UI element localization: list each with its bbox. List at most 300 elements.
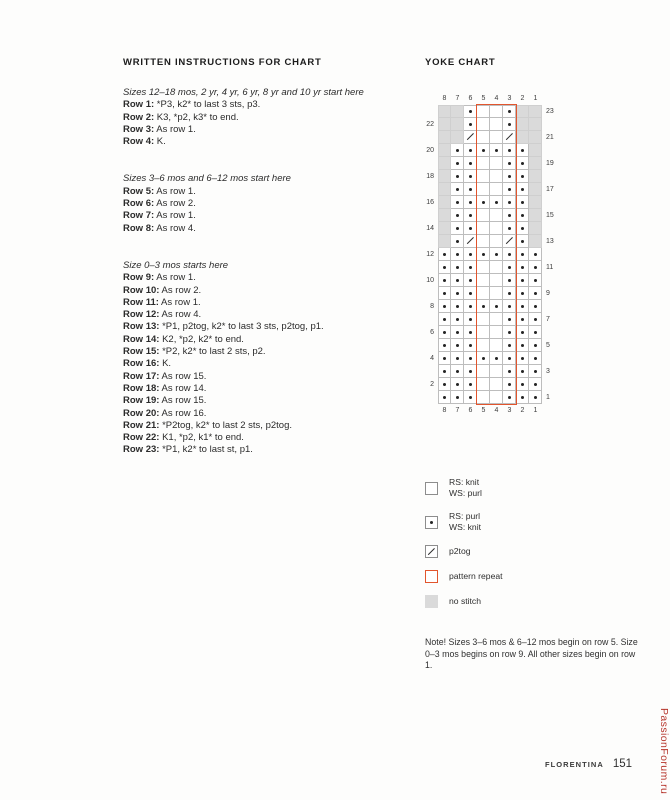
purl-cell bbox=[438, 287, 451, 300]
knit-cell bbox=[490, 365, 503, 378]
chart-row-number: 19 bbox=[546, 160, 554, 167]
knit-cell bbox=[490, 131, 503, 144]
row-label: Row 14: bbox=[123, 333, 160, 345]
purl-cell bbox=[503, 300, 516, 313]
chart-row-number: 18 bbox=[426, 173, 434, 180]
p2tog-cell bbox=[464, 131, 477, 144]
purl-cell bbox=[464, 326, 477, 339]
chart-note: Note! Sizes 3–6 mos & 6–12 mos begin on row 5. Size 0–3 mos begins on row 9. All other sizes begin on row 1. bbox=[425, 637, 638, 670]
instruction-row: Row 23: *P1, k2* to last st, p1. bbox=[123, 444, 253, 456]
purl-cell bbox=[464, 391, 477, 404]
purl-cell bbox=[516, 365, 529, 378]
purl-cell bbox=[438, 391, 451, 404]
row-label: Row 1: bbox=[123, 99, 155, 111]
knit-cell bbox=[490, 378, 503, 391]
page-number: 151 bbox=[612, 758, 632, 770]
purl-cell bbox=[438, 261, 451, 274]
knit-cell bbox=[477, 261, 490, 274]
knit-symbol-icon bbox=[425, 482, 438, 495]
knit-cell bbox=[477, 105, 490, 118]
no-stitch-cell bbox=[438, 105, 451, 118]
chart-column-label: 2 bbox=[520, 95, 525, 102]
size-section-heading: Sizes 3–6 mos and 6–12 mos start here bbox=[123, 173, 291, 185]
legend-label: RS: knit WS: purl bbox=[449, 477, 482, 498]
purl-cell bbox=[516, 300, 529, 313]
legend-item bbox=[425, 477, 663, 499]
purl-cell bbox=[477, 352, 490, 365]
instruction-row: Row 20: As row 16. bbox=[123, 407, 207, 419]
purl-cell bbox=[490, 352, 503, 365]
purl-cell bbox=[464, 105, 477, 118]
purl-cell bbox=[516, 183, 529, 196]
purl-cell bbox=[516, 157, 529, 170]
legend-item bbox=[425, 570, 663, 583]
yoke-chart bbox=[422, 92, 558, 417]
knit-cell bbox=[477, 131, 490, 144]
knit-cell bbox=[477, 118, 490, 131]
chart-row-number: 22 bbox=[426, 121, 434, 128]
purl-cell bbox=[490, 144, 503, 157]
knit-cell bbox=[477, 274, 490, 287]
chart-column-label: 5 bbox=[481, 95, 486, 102]
legend-label: pattern repeat bbox=[449, 571, 503, 581]
no-stitch-cell bbox=[529, 235, 542, 248]
row-label: Row 12: bbox=[123, 309, 160, 321]
purl-cell bbox=[451, 365, 464, 378]
knit-cell bbox=[477, 235, 490, 248]
chart-column-label: 4 bbox=[494, 407, 499, 414]
purl-cell bbox=[477, 300, 490, 313]
purl-cell bbox=[464, 118, 477, 131]
row-label: Row 11: bbox=[123, 296, 159, 308]
knit-cell bbox=[490, 274, 503, 287]
chart-row-number: 10 bbox=[426, 277, 434, 284]
chart-row-number: 4 bbox=[430, 355, 434, 362]
purl-cell bbox=[529, 326, 542, 339]
purl-cell bbox=[516, 261, 529, 274]
instruction-row: Row 14: K2, *p2, k2* to end. bbox=[123, 333, 244, 345]
chart-grid bbox=[422, 92, 558, 417]
chart-row-number bbox=[422, 287, 438, 300]
knit-cell bbox=[490, 105, 503, 118]
row-label: Row 20: bbox=[123, 407, 160, 419]
knit-cell bbox=[490, 339, 503, 352]
knit-cell bbox=[490, 326, 503, 339]
purl-cell bbox=[529, 365, 542, 378]
chart-column-label: 1 bbox=[533, 407, 538, 414]
purl-cell bbox=[464, 157, 477, 170]
instruction-row: Row 4: K. bbox=[123, 136, 166, 148]
purl-cell bbox=[451, 391, 464, 404]
purl-cell bbox=[451, 183, 464, 196]
purl-cell bbox=[451, 170, 464, 183]
purl-cell bbox=[503, 326, 516, 339]
chart-column-label: 6 bbox=[468, 407, 473, 414]
purl-cell bbox=[464, 313, 477, 326]
chart-column-label: 8 bbox=[442, 95, 447, 102]
chart-heading: YOKE CHART bbox=[425, 57, 496, 68]
chart-row-number bbox=[422, 209, 438, 222]
row-label: Row 6: bbox=[123, 198, 155, 210]
chart-row-number: 9 bbox=[546, 290, 550, 297]
watermark: PassionForum.ru bbox=[658, 707, 670, 794]
purl-cell bbox=[464, 170, 477, 183]
row-label: Row 10: bbox=[123, 284, 160, 296]
row-label: Row 8: bbox=[123, 222, 155, 234]
purl-cell bbox=[503, 248, 516, 261]
chart-row-number bbox=[422, 339, 438, 352]
purl-cell bbox=[464, 300, 477, 313]
no-stitch-symbol-icon bbox=[425, 595, 438, 608]
knit-cell bbox=[490, 157, 503, 170]
purl-cell bbox=[464, 222, 477, 235]
knit-cell bbox=[477, 209, 490, 222]
chart-row-number bbox=[422, 157, 438, 170]
purl-cell bbox=[438, 274, 451, 287]
purl-cell bbox=[529, 352, 542, 365]
no-stitch-cell bbox=[529, 131, 542, 144]
purl-cell bbox=[503, 183, 516, 196]
chart-row-number: 12 bbox=[426, 251, 434, 258]
purl-cell bbox=[438, 300, 451, 313]
purl-cell bbox=[503, 274, 516, 287]
purl-cell bbox=[451, 313, 464, 326]
no-stitch-cell bbox=[529, 196, 542, 209]
instruction-row: Row 19: As row 15. bbox=[123, 395, 207, 407]
knit-cell bbox=[490, 170, 503, 183]
no-stitch-cell bbox=[516, 118, 529, 131]
purl-cell bbox=[490, 248, 503, 261]
purl-cell bbox=[464, 352, 477, 365]
row-label: Row 22: bbox=[123, 432, 160, 444]
chart-row-number: 15 bbox=[546, 212, 554, 219]
purl-cell bbox=[503, 144, 516, 157]
row-label: Row 19: bbox=[123, 395, 160, 407]
knit-cell bbox=[490, 391, 503, 404]
purl-cell bbox=[503, 157, 516, 170]
purl-cell bbox=[451, 287, 464, 300]
knit-cell bbox=[477, 326, 490, 339]
knit-cell bbox=[477, 287, 490, 300]
no-stitch-cell bbox=[529, 144, 542, 157]
purl-cell bbox=[503, 105, 516, 118]
instruction-row: Row 16: K. bbox=[123, 358, 172, 370]
purl-cell bbox=[503, 118, 516, 131]
no-stitch-cell bbox=[438, 118, 451, 131]
row-label: Row 15: bbox=[123, 346, 160, 358]
instruction-row: Row 12: As row 4. bbox=[123, 309, 202, 321]
chart-row-number bbox=[422, 365, 438, 378]
chart-row-number: 5 bbox=[546, 342, 550, 349]
legend-item bbox=[425, 545, 663, 558]
purl-cell bbox=[529, 248, 542, 261]
purl-cell bbox=[516, 144, 529, 157]
instruction-row: Row 15: *P2, k2* to last 2 sts, p2. bbox=[123, 346, 266, 358]
repeat-symbol-icon bbox=[425, 570, 438, 583]
knit-cell bbox=[477, 365, 490, 378]
chart-row-number: 13 bbox=[546, 238, 554, 245]
purl-cell bbox=[516, 313, 529, 326]
purl-cell bbox=[529, 287, 542, 300]
purl-cell bbox=[529, 313, 542, 326]
no-stitch-cell bbox=[516, 105, 529, 118]
page-footer bbox=[545, 758, 632, 770]
instruction-row: Row 1: *P3, k2* to last 3 sts, p3. bbox=[123, 99, 261, 111]
chart-column-label: 3 bbox=[507, 95, 512, 102]
purl-cell bbox=[477, 144, 490, 157]
legend-label: p2tog bbox=[449, 546, 471, 556]
knit-cell bbox=[477, 222, 490, 235]
purl-cell bbox=[464, 209, 477, 222]
chart-column-label: 5 bbox=[481, 407, 486, 414]
knit-cell bbox=[477, 170, 490, 183]
purl-cell bbox=[503, 170, 516, 183]
instruction-row: Row 3: As row 1. bbox=[123, 123, 196, 135]
size-section-heading: Sizes 12–18 mos, 2 yr, 4 yr, 6 yr, 8 yr and 10 yr start here bbox=[123, 87, 364, 98]
p2tog-cell bbox=[503, 131, 516, 144]
chart-row-number: 11 bbox=[546, 264, 554, 271]
chart-column-label: 3 bbox=[507, 407, 512, 414]
chart-row-number bbox=[542, 196, 558, 209]
chart-column-label: 7 bbox=[455, 407, 460, 414]
knit-cell bbox=[477, 339, 490, 352]
instruction-blocks bbox=[123, 87, 385, 457]
instruction-row: Row 9: As row 1. bbox=[123, 272, 196, 284]
purl-cell bbox=[464, 144, 477, 157]
purl-cell bbox=[503, 391, 516, 404]
chart-column-label: 1 bbox=[533, 95, 538, 102]
knit-cell bbox=[490, 235, 503, 248]
no-stitch-cell bbox=[451, 118, 464, 131]
no-stitch-cell bbox=[529, 170, 542, 183]
row-label: Row 9: bbox=[123, 272, 155, 284]
purl-cell bbox=[516, 391, 529, 404]
purl-cell bbox=[451, 300, 464, 313]
no-stitch-cell bbox=[516, 131, 529, 144]
no-stitch-cell bbox=[529, 209, 542, 222]
chart-row-number bbox=[422, 391, 438, 404]
chart-row-number: 3 bbox=[546, 368, 550, 375]
purl-cell bbox=[451, 248, 464, 261]
purl-cell bbox=[529, 339, 542, 352]
chart-row-number bbox=[422, 261, 438, 274]
instruction-row: Row 6: As row 2. bbox=[123, 198, 196, 210]
row-label: Row 3: bbox=[123, 123, 155, 135]
purl-cell bbox=[451, 261, 464, 274]
row-label: Row 5: bbox=[123, 185, 155, 197]
purl-cell bbox=[451, 209, 464, 222]
instruction-row: Row 2: K3, *p2, k3* to end. bbox=[123, 111, 239, 123]
no-stitch-cell bbox=[438, 131, 451, 144]
chart-corner bbox=[422, 404, 438, 417]
purl-symbol-icon bbox=[425, 516, 438, 529]
purl-cell bbox=[516, 209, 529, 222]
purl-cell bbox=[438, 352, 451, 365]
knit-cell bbox=[490, 118, 503, 131]
purl-cell bbox=[529, 391, 542, 404]
purl-cell bbox=[503, 352, 516, 365]
instruction-row: Row 5: As row 1. bbox=[123, 185, 196, 197]
size-section-heading: Size 0–3 mos starts here bbox=[123, 259, 229, 271]
knit-cell bbox=[477, 183, 490, 196]
p2tog-cell bbox=[503, 235, 516, 248]
chart-column-label: 6 bbox=[468, 95, 473, 102]
purl-cell bbox=[516, 287, 529, 300]
legend-item bbox=[425, 511, 663, 533]
purl-cell bbox=[438, 248, 451, 261]
purl-cell bbox=[464, 378, 477, 391]
no-stitch-cell bbox=[438, 157, 451, 170]
instruction-row: Row 18: As row 14. bbox=[123, 382, 207, 394]
purl-cell bbox=[490, 300, 503, 313]
purl-cell bbox=[451, 157, 464, 170]
purl-cell bbox=[438, 378, 451, 391]
row-label: Row 21: bbox=[123, 419, 160, 431]
no-stitch-cell bbox=[529, 105, 542, 118]
purl-cell bbox=[529, 378, 542, 391]
knit-cell bbox=[477, 378, 490, 391]
instruction-row: Row 11: As row 1. bbox=[123, 296, 201, 308]
knit-cell bbox=[477, 157, 490, 170]
purl-cell bbox=[503, 339, 516, 352]
chart-column-label: 4 bbox=[494, 95, 499, 102]
row-label: Row 18: bbox=[123, 382, 160, 394]
purl-cell bbox=[516, 235, 529, 248]
chart-row-number bbox=[542, 274, 558, 287]
purl-cell bbox=[503, 222, 516, 235]
row-label: Row 7: bbox=[123, 210, 155, 222]
purl-cell bbox=[464, 248, 477, 261]
row-label: Row 23: bbox=[123, 444, 160, 456]
p2tog-symbol-icon bbox=[425, 545, 438, 558]
purl-cell bbox=[438, 339, 451, 352]
chart-row-number: 8 bbox=[430, 303, 434, 310]
no-stitch-cell bbox=[451, 105, 464, 118]
instruction-row: Row 13: *P1, p2tog, k2* to last 3 sts, p2tog, p1. bbox=[123, 321, 324, 333]
instruction-row: Row 17: As row 15. bbox=[123, 370, 207, 382]
chart-row-number bbox=[422, 313, 438, 326]
book-title: FLORENTINA bbox=[544, 760, 604, 769]
row-label: Row 2: bbox=[123, 111, 155, 123]
purl-cell bbox=[451, 196, 464, 209]
knit-cell bbox=[490, 209, 503, 222]
chart-row-number bbox=[542, 144, 558, 157]
purl-cell bbox=[516, 170, 529, 183]
no-stitch-cell bbox=[438, 222, 451, 235]
chart-row-number: 23 bbox=[546, 108, 554, 115]
purl-cell bbox=[464, 196, 477, 209]
no-stitch-cell bbox=[438, 183, 451, 196]
legend-item bbox=[425, 595, 663, 608]
chart-column-label: 2 bbox=[520, 407, 525, 414]
no-stitch-cell bbox=[438, 209, 451, 222]
purl-cell bbox=[438, 365, 451, 378]
instruction-row: Row 8: As row 4. bbox=[123, 222, 196, 234]
purl-cell bbox=[503, 378, 516, 391]
no-stitch-cell bbox=[438, 144, 451, 157]
chart-row-number: 17 bbox=[546, 186, 554, 193]
yoke-chart-column bbox=[425, 57, 663, 672]
purl-cell bbox=[516, 339, 529, 352]
chart-row-number: 7 bbox=[546, 316, 550, 323]
chart-row-number: 14 bbox=[426, 225, 434, 232]
purl-cell bbox=[464, 287, 477, 300]
purl-cell bbox=[464, 274, 477, 287]
knit-cell bbox=[490, 261, 503, 274]
chart-row-number bbox=[422, 105, 438, 118]
chart-row-number bbox=[422, 183, 438, 196]
purl-cell bbox=[516, 274, 529, 287]
knit-cell bbox=[477, 313, 490, 326]
chart-row-number bbox=[542, 300, 558, 313]
p2tog-cell bbox=[464, 235, 477, 248]
purl-cell bbox=[438, 313, 451, 326]
purl-cell bbox=[503, 287, 516, 300]
purl-cell bbox=[490, 196, 503, 209]
row-label: Row 13: bbox=[123, 321, 160, 333]
purl-cell bbox=[516, 326, 529, 339]
purl-cell bbox=[503, 365, 516, 378]
instructions-heading: WRITTEN INSTRUCTIONS FOR CHART bbox=[123, 57, 322, 68]
chart-row-number bbox=[542, 352, 558, 365]
purl-cell bbox=[503, 196, 516, 209]
purl-cell bbox=[516, 378, 529, 391]
chart-row-number: 6 bbox=[430, 329, 434, 336]
instruction-row: Row 21: *P2tog, k2* to last 2 sts, p2tog. bbox=[123, 419, 292, 431]
purl-cell bbox=[529, 261, 542, 274]
no-stitch-cell bbox=[529, 183, 542, 196]
purl-cell bbox=[451, 274, 464, 287]
purl-cell bbox=[451, 222, 464, 235]
purl-cell bbox=[451, 352, 464, 365]
knit-cell bbox=[490, 183, 503, 196]
instruction-row: Row 10: As row 2. bbox=[123, 284, 202, 296]
no-stitch-cell bbox=[529, 157, 542, 170]
purl-cell bbox=[451, 326, 464, 339]
no-stitch-cell bbox=[529, 118, 542, 131]
purl-cell bbox=[451, 339, 464, 352]
no-stitch-cell bbox=[438, 196, 451, 209]
purl-cell bbox=[477, 248, 490, 261]
no-stitch-cell bbox=[438, 170, 451, 183]
purl-cell bbox=[451, 235, 464, 248]
purl-cell bbox=[516, 196, 529, 209]
row-label: Row 16: bbox=[123, 358, 160, 370]
chart-row-number: 2 bbox=[430, 381, 434, 388]
purl-cell bbox=[529, 300, 542, 313]
chart-corner bbox=[542, 404, 558, 417]
legend-label: RS: purl WS: knit bbox=[449, 511, 481, 532]
chart-row-number bbox=[542, 248, 558, 261]
chart-legend bbox=[425, 477, 663, 608]
purl-cell bbox=[464, 365, 477, 378]
chart-row-number: 20 bbox=[426, 147, 434, 154]
chart-corner bbox=[542, 92, 558, 105]
instruction-row: Row 7: As row 1. bbox=[123, 210, 196, 222]
chart-row-number bbox=[542, 118, 558, 131]
chart-column-label: 8 bbox=[442, 407, 447, 414]
chart-row-number bbox=[542, 326, 558, 339]
purl-cell bbox=[516, 352, 529, 365]
purl-cell bbox=[516, 248, 529, 261]
knit-cell bbox=[490, 287, 503, 300]
instruction-row: Row 22: K1, *p2, k1* to end. bbox=[123, 432, 244, 444]
no-stitch-cell bbox=[529, 222, 542, 235]
purl-cell bbox=[503, 313, 516, 326]
chart-row-number: 1 bbox=[546, 394, 550, 401]
chart-row-number bbox=[542, 222, 558, 235]
legend-label: no stitch bbox=[449, 596, 482, 606]
